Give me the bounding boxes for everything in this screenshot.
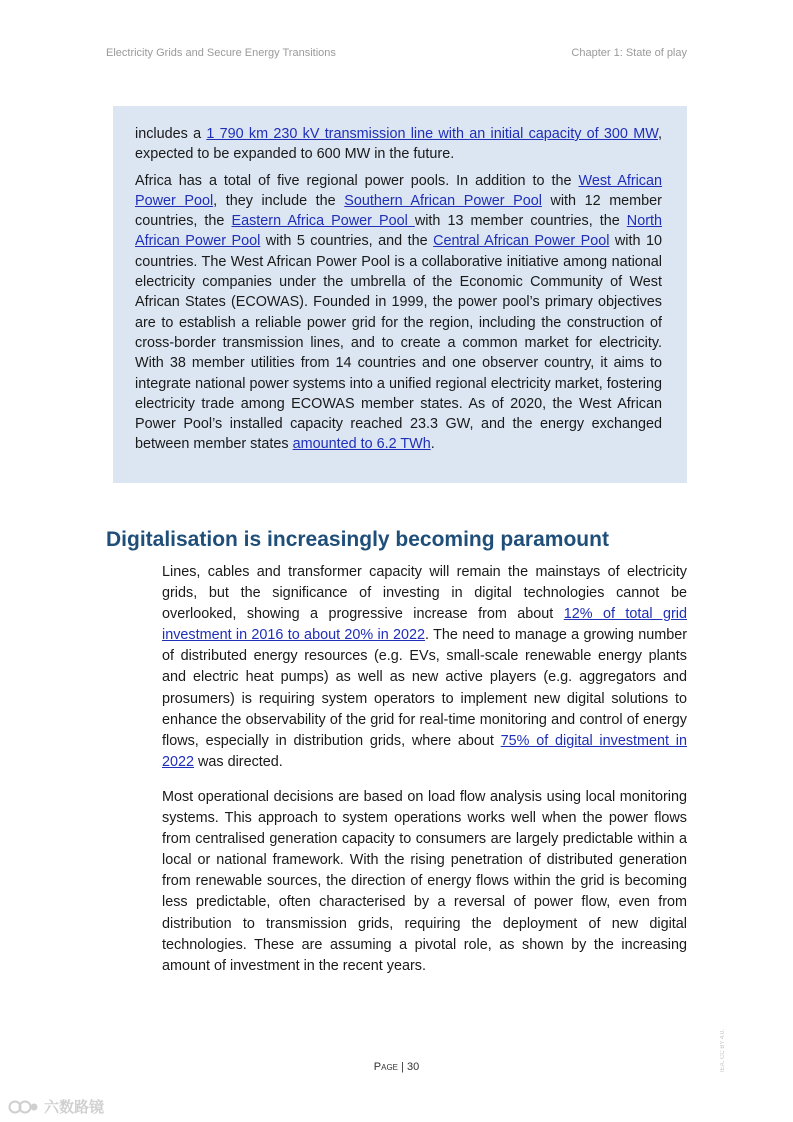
digital-investment-link[interactable]: 75% of digital investment in 2022 [162, 732, 688, 770]
watermark-text: 六数路镜 [44, 1099, 105, 1116]
document-title: Electricity Grids and Secure Energy Transitions [106, 47, 336, 59]
chapter-title: Chapter 1: State of play [571, 47, 687, 59]
section-paragraph-1: Lines, cables and transformer capacity will remain the mainstays of electricity grids, but the significance of investing in digital technologies cannot be overlooked, showing a progressive increase from about 12% of total grid investment in 2016 to about 20% in 2022. The need to manage a growing number of distributed energy resources (e.g. EVs, small-scale renewable energy plants and electric heat pumps) as well as new active players (e.g. aggregators and prosumers) is requiring system operators to implement new digital solutions to enhance the observability of the grid for real-time monitoring and control of energy flows, especially in distribution grids, where about 75% of digital investment in 2022 was directed. [162, 564, 688, 770]
license-note: IEA. CC BY 4.0. [720, 1029, 726, 1072]
logo-mark-icon [8, 1098, 40, 1116]
transmission-line-link[interactable]: 1 790 km 230 kV transmission line with an initial capacity of 300 MW [206, 126, 658, 142]
north-african-power-pool-link[interactable]: North African Power Pool [135, 213, 662, 250]
box-paragraph-1: includes a 1 790 km 230 kV transmission line with an initial capacity of 300 MW, expected to be expanded to 600 MW in the future. [135, 126, 662, 163]
page-separator: | [398, 1061, 407, 1073]
page-label: Page [373, 1061, 398, 1073]
section-heading: Digitalisation is increasingly becoming paramount [106, 528, 609, 551]
page-footer [0, 1061, 793, 1073]
eastern-africa-power-pool-link[interactable]: Eastern Africa Power Pool [231, 213, 415, 230]
central-african-power-pool-link[interactable]: Central African Power Pool [433, 233, 610, 250]
grid-investment-share-link[interactable]: 12% of total grid investment in 2016 to about 20% in 2022 [162, 606, 687, 644]
section-paragraph-2: Most operational decisions are based on load flow analysis using local monitoring systems. This approach to system operations works well when the power flows from centralised generation capacity to consumers are largely predictable within a local or national framework. With the rising penetration of distributed generation from renewable sources, the direction of energy flows within the grid is becoming less predictable, often characterised by a reversal of power flow, even from distribution to transmission grids, requiring the deployment of new digital technologies. These are assuming a pivotal role, as shown by the increasing amount of investment in the recent years. [162, 788, 687, 974]
box-paragraph-2: Africa has a total of five regional power pools. In addition to the West African Power Pool, they include the Southern African Power Pool with 12 member countries, the Eastern Africa Power Pool with 13 member countries, the North African Power Pool with 5 countries, and the Central African Power Pool with 10 countries. The West African Power Pool is a collaborative initiative among national electricity companies under the umbrella of the Economic Community of West African States (ECOWAS). Founded in 1999, the power pool’s primary objectives are to establish a reliable power grid for the region, including the construction of cross-border transmission lines, and to create a common market for electricity. With 38 member utilities from 14 countries and one observer country, it aims to integrate national power systems into a unified regional electricity market, fostering electricity trade among ECOWAS member states. As of 2020, the West African Power Pool’s installed capacity reached 23.3 GW, and the energy exchanged between member states amounted to 6.2 TWh. [135, 172, 663, 453]
west-african-power-pool-link[interactable]: West African Power Pool [135, 172, 663, 209]
info-box [113, 106, 687, 483]
page-number: 30 [406, 1061, 420, 1073]
energy-exchanged-link[interactable]: amounted to 6.2 TWh [292, 436, 431, 453]
southern-african-power-pool-link[interactable]: Southern African Power Pool [344, 192, 542, 209]
running-header [106, 47, 687, 59]
section-body [162, 562, 687, 991]
watermark [8, 1096, 104, 1117]
